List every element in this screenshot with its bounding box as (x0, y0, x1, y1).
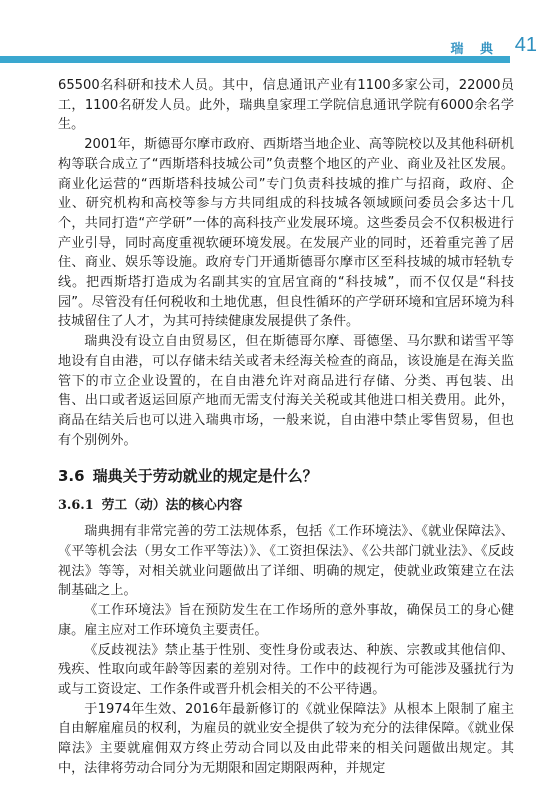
paragraph-labor-law-system: 瑞典拥有非常完善的劳工法规体系，包括《工作环境法》、《就业保障法》、《平等机会法（男女工作平等法）》、《工资担保法》、《公共部门就业法》、《反歧视法》等等，对相关就业问题做出了详细、明确的规定，使就业政策建立在法制基础之上。 (58, 524, 514, 599)
body-content (58, 76, 514, 779)
paragraph-employment-protection-act: 于1974年生效、2016年最新修订的《就业保障法》从根本上限制了雇主自由解雇雇员的权利，为雇员的就业安全提供了较为充分的法律保障。《就业保障法》主要就雇佣双方终止劳动合同以及由此带来的相关问题做出规定。其中，法律将劳动合同分为无期限和固定期限两种，并规定 (58, 701, 514, 776)
paragraph-work-environment-act: 《工作环境法》旨在预防发生在工作场所的意外事故，确保员工的身心健康。雇主应对工作环境负主要责任。 (58, 603, 514, 638)
header-color-band (0, 56, 510, 63)
subsection-title: 劳工（动）法的核心内容 (101, 498, 243, 514)
paragraph-discrimination-act: 《反歧视法》禁止基于性别、变性身份或表达、种族、宗教或其他信仰、残疾、性取向或年龄等因素的差别对待。工作中的歧视行为可能涉及骚扰行为或与工资设定、工作条件或晋升机会相关的不公平待遇。 (58, 642, 514, 697)
section-title: 瑞典关于劳动就业的规定是什么？ (92, 467, 318, 486)
running-title: 瑞 典 (450, 42, 499, 57)
paragraph-continuation: 65500名科研和技术人员。其中，信息通讯产业有1100多家公司，22000员工，1100名研发人员。此外，瑞典皇家理工学院信息通讯学院有6000余名学生。 (58, 78, 514, 133)
paragraph-sista-science-city: 2001年，斯德哥尔摩市政府、西斯塔当地企业、高等院校以及其他科研机构等联合成立了“西斯塔科技城公司”负责整个地区的产业、商业及社区发展。商业化运营的“西斯塔科技城公司”专门负责科技城的推广与招商，政府、企业、研究机构和高校等参与方共同组成的科技城各领域顾问委员会多达十几个，共同打造“产学研”一体的高科技产业发展环境。这些委员会不仅积极进行产业引导，同时高度重视软硬环境发展。在发展产业的同时，还着重完善了居住、商业、娱乐等设施。政府专门开通斯德哥尔摩市区至科技城的城市轻轨专线。把西斯塔打造成为名副其实的宜居宜商的“科技城”，而不仅仅是“科技园”。尽管没有任何税收和土地优惠，但良性循环的产学研环境和宜居环境为科技城留住了人才，为其可持续健康发展提供了条件。 (58, 137, 514, 330)
subsection-heading (58, 496, 514, 516)
paragraph-free-ports: 瑞典没有设立自由贸易区，但在斯德哥尔摩、哥德堡、马尔默和诺雪平等地设有自由港，可以存储未结关或者未经海关检查的商品，该设施是在海关监管下的市立企业设置的，在自由港允许对商品进行存储、分类、再包装、出售、出口或者返运回原产地而无需支付海关关税或其他进口相关费用。此外，商品在结关后也可以进入瑞典市场，一般来说，自由港中禁止零售贸易，但也有个别例外。 (58, 334, 514, 448)
subsection-number: 3.6.1 (58, 498, 94, 514)
section-heading (58, 466, 514, 486)
page-number: 41 (514, 34, 537, 56)
section-number: 3.6 (58, 467, 85, 486)
